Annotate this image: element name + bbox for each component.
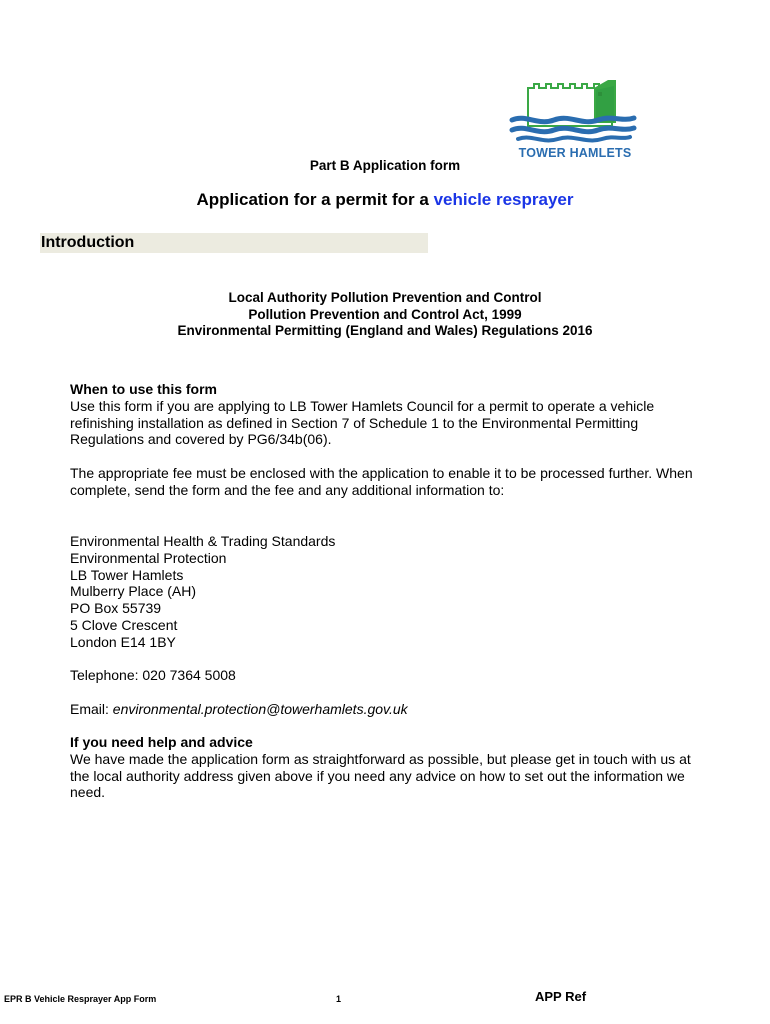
logo-text: TOWER HAMLETS xyxy=(518,146,632,160)
fee-paragraph xyxy=(70,465,710,499)
legislation-block xyxy=(0,290,770,340)
title-prefix: Application for a permit for a xyxy=(196,190,434,209)
footer-form-name: EPR B Vehicle Resprayer App Form xyxy=(4,994,157,1004)
when-to-use-heading: When to use this form xyxy=(70,381,217,397)
when-to-use-body: Use this form if you are applying to LB Tower Hamlets Council for a permit to operate a vehicle refinishing installation as defined in Section 7 of Schedule 1 to the Environmental Permitting Regulations and covered by PG6/34b(06). xyxy=(70,397,655,448)
address-line: Environmental Health & Trading Standards xyxy=(70,533,336,549)
help-body: We have made the application form as straightforward as possible, but please get in touch with us at the local authority address given above if you need any advice on how to set out the information we need. xyxy=(70,750,691,801)
address-block xyxy=(70,533,710,651)
section-heading-introduction: Introduction xyxy=(40,233,428,253)
legislation-line: Local Authority Pollution Prevention and Control xyxy=(228,290,542,305)
legislation-line: Pollution Prevention and Control Act, 1999 xyxy=(248,306,522,322)
legislation-line: Environmental Permitting (England and Wales) Regulations 2016 xyxy=(177,323,593,338)
fee-text: The appropriate fee must be enclosed with the application to enable it to be processed further. When complete, send the form and the fee and any additional information to: xyxy=(70,465,693,498)
address-line: Mulberry Place (AH) xyxy=(70,583,197,600)
telephone-line: Telephone: 020 7364 5008 xyxy=(70,667,236,683)
footer-app-ref: APP Ref xyxy=(535,989,587,1004)
email-label: Email: xyxy=(70,701,113,717)
email-link[interactable]: environmental.protection@towerhamlets.gov.uk xyxy=(112,701,408,717)
email-line xyxy=(70,701,710,718)
form-subtitle: Part B Application form xyxy=(309,158,461,173)
help-heading: If you need help and advice xyxy=(70,734,253,750)
address-line: LB Tower Hamlets xyxy=(70,566,184,583)
address-line: 5 Clove Crescent xyxy=(70,616,178,633)
address-line: London E14 1BY xyxy=(70,633,176,650)
help-section xyxy=(70,734,710,801)
footer-page-number: 1 xyxy=(336,994,342,1004)
address-line: Environmental Protection xyxy=(70,549,227,566)
when-to-use-section xyxy=(70,381,710,448)
address-line: PO Box 55739 xyxy=(70,600,162,617)
page-title xyxy=(0,190,770,210)
title-highlight: vehicle resprayer xyxy=(433,190,574,209)
